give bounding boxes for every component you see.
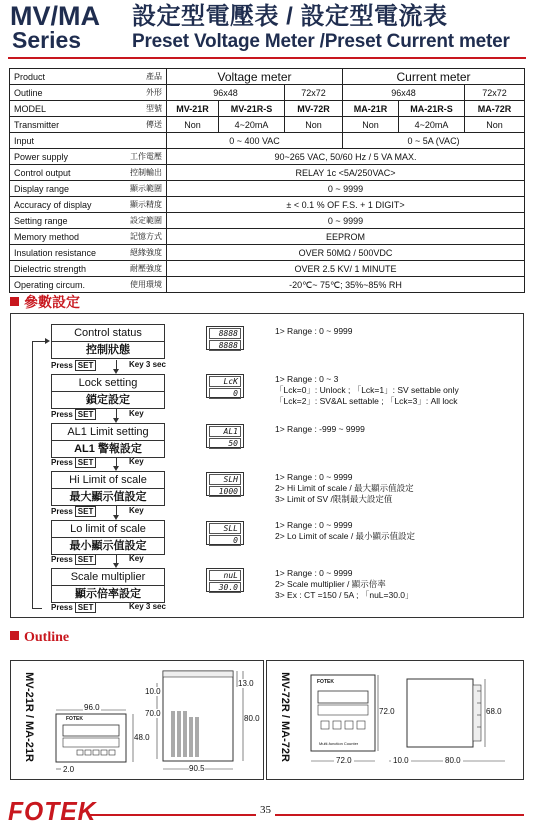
label-en: Power supply: [10, 149, 107, 165]
cell: ± < 0.1 % OF F.S. + 1 DIGIT>: [167, 197, 525, 213]
step-label-zh: 顯示倍率設定: [75, 588, 141, 600]
label-zh: 工作電壓: [107, 149, 167, 165]
label-zh: 使用環境: [107, 277, 167, 293]
label-zh: 顯示精度: [107, 197, 167, 213]
side-terminal: [183, 711, 187, 757]
press-text: Press: [51, 361, 73, 370]
display-top: AL1: [209, 426, 241, 437]
press-text: Press: [51, 507, 73, 516]
key-text: Key 3 sec: [129, 602, 166, 611]
side-body: [407, 679, 473, 747]
cell: 72x72: [285, 85, 343, 101]
row-spec: [10, 245, 525, 261]
press-instruction: [51, 457, 98, 468]
step-label-en: Control status: [52, 325, 164, 342]
label-en: Display range: [10, 181, 107, 197]
series-line-1: MV/MA: [10, 1, 100, 31]
cell: MV-21R: [167, 101, 219, 117]
desc-line: 1> Range : 0 ~ 9999: [275, 472, 353, 482]
cell: MA-72R: [465, 101, 525, 117]
label-en: Input: [10, 133, 167, 149]
row-spec: [10, 149, 525, 165]
dim-label: 10.0: [145, 687, 161, 696]
dim-label: 96.0: [84, 703, 100, 712]
press-instruction: [51, 506, 98, 517]
step-label-zh: 最小顯示值設定: [69, 540, 147, 552]
section-title-text: 參數設定: [24, 296, 80, 311]
step-label-en: Scale multiplier: [52, 569, 164, 586]
desc-line: 1> Range : -999 ~ 9999: [275, 424, 365, 434]
display-bottom: 30.0: [209, 582, 241, 593]
display-bottom: 50: [209, 438, 241, 449]
key-text: Key: [129, 554, 144, 563]
page-number: 35: [256, 804, 275, 816]
press-text: Press: [51, 458, 73, 467]
cell: 0 ~ 5A (VAC): [343, 133, 525, 149]
desc-line: 1> Range : 0 ~ 9999: [275, 326, 353, 336]
series-title: [10, 1, 120, 53]
label-en: Dielectric strength: [10, 261, 107, 277]
device-logo: FOTEK: [66, 716, 83, 722]
outline-drawing-mv72r: [266, 660, 524, 780]
bullet-square: [10, 631, 19, 640]
display-top: SLH: [209, 474, 241, 485]
section-title-params: [10, 292, 80, 312]
cell: 0 ~ 400 VAC: [167, 133, 343, 149]
label-en: MODEL: [10, 101, 107, 117]
step-label-zh: 鎖定設定: [86, 394, 130, 406]
display-bottom: 8888: [209, 340, 241, 351]
desc-sll: [275, 520, 415, 542]
cell: Non: [343, 117, 399, 133]
display-control-status: [206, 326, 244, 350]
display-slh: [206, 472, 244, 496]
cell: 0 ~ 9999: [167, 181, 525, 197]
label-en: Outline: [10, 85, 107, 101]
key-text: Key 3 sec: [129, 360, 166, 369]
display-bottom: 0: [209, 535, 241, 546]
desc-line: 「Lck=2」: SV&AL settable ; 「Lck=3」: All lock: [275, 396, 458, 406]
loop-arrow: [45, 338, 50, 344]
cell: OVER 2.5 KV/ 1 MINUTE: [167, 261, 525, 277]
display-top: 8888: [209, 328, 241, 339]
cell: MV-72R: [285, 101, 343, 117]
step-label-zh: 最大顯示值設定: [69, 491, 147, 503]
set-key-icon: SET: [75, 409, 97, 420]
step-lock-setting: [51, 374, 165, 409]
cell: MA-21R: [343, 101, 399, 117]
dim-label: 90.5: [189, 764, 205, 773]
label-zh: 傳送: [107, 117, 167, 133]
dim-label: 70.0: [145, 709, 161, 718]
display-bottom: 0: [209, 388, 241, 399]
press-instruction: [51, 360, 98, 371]
press-instruction: [51, 409, 98, 420]
cell: RELAY 1c <5A/250VAC>: [167, 165, 525, 181]
row-model: [10, 101, 525, 117]
desc-line: 1> Range : 0 ~ 3: [275, 374, 339, 384]
side-terminals: [473, 685, 481, 741]
label-zh: 外形: [107, 85, 167, 101]
device-caption: Multi-function Counter: [319, 741, 359, 746]
press-text: Press: [51, 410, 73, 419]
desc-al1: [275, 424, 365, 435]
cell: Non: [285, 117, 343, 133]
desc-line: 2> Lo Limit of scale / 最小顯示值設定: [275, 531, 416, 541]
row-spec: [10, 277, 525, 293]
header-divider: [8, 57, 526, 59]
row-spec: [10, 197, 525, 213]
cell: 96x48: [167, 85, 285, 101]
step-scale-multiplier: [51, 568, 165, 603]
label-en: Insulation resistance: [10, 245, 107, 261]
outline-drawing-mv21r: [10, 660, 264, 780]
step-label-en: Hi Limit of scale: [52, 472, 164, 489]
press-text: Press: [51, 603, 73, 612]
page-header: [8, 1, 526, 56]
desc-line: 2> Scale multiplier / 顯示倍率: [275, 579, 386, 589]
dim-label: 80.0: [445, 756, 461, 765]
label-en: Accuracy of display: [10, 197, 107, 213]
key-text: Key: [129, 457, 144, 466]
cell: EEPROM: [167, 229, 525, 245]
side-terminal: [195, 717, 199, 757]
display-bottom: 1000: [209, 486, 241, 497]
loop-line: [32, 341, 33, 608]
cell: 90~265 VAC, 50/60 Hz / 5 VA MAX.: [167, 149, 525, 165]
label-zh: 產品: [107, 69, 167, 85]
step-label-zh: AL1 警報設定: [74, 443, 142, 455]
section-title-outline: [10, 630, 69, 646]
row-outline: [10, 85, 525, 101]
footer-divider: [90, 814, 524, 816]
display-lock: [206, 374, 244, 398]
step-lo-limit: [51, 520, 165, 555]
desc-line: 3> Ex : CT =150 / 5A ; 「nuL=30.0」: [275, 590, 414, 600]
device-logo: FOTEK: [317, 679, 334, 685]
row-spec: [10, 261, 525, 277]
desc-line: 「Lck=0」: Unlock ; 「Lck=1」: SV settable only: [275, 385, 459, 395]
dim-label: 48.0: [134, 733, 150, 742]
display-nul: [206, 568, 244, 592]
cell: 96x48: [343, 85, 465, 101]
label-zh: 絕緣強度: [107, 245, 167, 261]
step-label-en: Lo limit of scale: [52, 521, 164, 538]
key-text: Key: [129, 409, 144, 418]
desc-slh: [275, 472, 414, 505]
side-top: [163, 671, 233, 677]
desc-line: 1> Range : 0 ~ 9999: [275, 568, 353, 578]
step-label-en: AL1 Limit setting: [52, 424, 164, 441]
series-line-2: Series: [12, 27, 82, 53]
cell: MV-21R-S: [219, 101, 285, 117]
press-instruction: [51, 602, 98, 613]
row-spec: [10, 213, 525, 229]
dim-label: 80.0: [244, 714, 260, 723]
side-terminal: [177, 711, 181, 757]
desc-nul: [275, 568, 414, 601]
label-zh: 記憶方式: [107, 229, 167, 245]
row-transmitter: [10, 117, 525, 133]
desc-control-status: [275, 326, 353, 337]
row-spec: [10, 229, 525, 245]
cell: -20℃~ 75℃; 35%~85% RH: [167, 277, 525, 293]
step-hi-limit: [51, 471, 165, 506]
side-terminal: [189, 717, 193, 757]
dim-label: 72.0: [379, 707, 395, 716]
label-en: Transmitter: [10, 117, 107, 133]
fotek-logo: FOTEK: [8, 796, 97, 826]
front-panel: [311, 675, 375, 751]
step-label-en: Lock setting: [52, 375, 164, 392]
model-label-72r: MV-72R / MA-72R: [279, 672, 291, 762]
cell: 4~20mA: [219, 117, 285, 133]
label-en: Setting range: [10, 213, 107, 229]
section-title-text: Outline: [24, 630, 70, 645]
display-top: LcK: [209, 376, 241, 387]
press-text: Press: [51, 555, 73, 564]
label-zh: 耐壓強度: [107, 261, 167, 277]
desc-lock: [275, 374, 459, 407]
outline-svg-21r: [11, 661, 265, 781]
title-chinese: 設定型電壓表 / 設定型電流表: [132, 3, 448, 30]
row-input: [10, 133, 525, 149]
step-al1-limit: [51, 423, 165, 458]
label-en: Control output: [10, 165, 107, 181]
spec-table: [9, 68, 525, 293]
set-key-icon: SET: [75, 506, 97, 517]
label-en: Memory method: [10, 229, 107, 245]
cell: Non: [167, 117, 219, 133]
row-product: [10, 69, 525, 85]
cell: OVER 50MΩ / 500VDC: [167, 245, 525, 261]
dim-label: 72.0: [336, 756, 352, 765]
display-al1: [206, 424, 244, 448]
label-zh: 顯示範圍: [107, 181, 167, 197]
set-key-icon: SET: [75, 602, 97, 613]
label-zh: 控制輸出: [107, 165, 167, 181]
set-key-icon: SET: [75, 360, 97, 371]
loop-line-bottom: [32, 608, 42, 609]
press-instruction: [51, 554, 98, 565]
cell: MA-21R-S: [399, 101, 465, 117]
model-label-21r: MV-21R / MA-21R: [23, 672, 35, 762]
loop-line-top: [32, 341, 45, 342]
set-key-icon: SET: [75, 457, 97, 468]
title-english: Preset Voltage Meter /Preset Current meter: [132, 31, 510, 52]
desc-line: 1> Range : 0 ~ 9999: [275, 520, 353, 530]
label-zh: 設定範圍: [107, 213, 167, 229]
display-top: nuL: [209, 570, 241, 581]
step-label-zh: 控制狀態: [86, 344, 130, 356]
current-meter-header: Current meter: [343, 69, 525, 85]
dim-label: 10.0: [393, 756, 409, 765]
label-zh: 型號: [107, 101, 167, 117]
dim-label: 13.0: [238, 679, 254, 688]
desc-line: 2> Hi Limit of scale / 最大顯示值設定: [275, 483, 414, 493]
step-control-status: [51, 324, 165, 359]
voltage-meter-header: Voltage meter: [167, 69, 343, 85]
cell: 4~20mA: [399, 117, 465, 133]
side-terminal: [171, 711, 175, 757]
dim-label: 2.0: [63, 765, 75, 774]
bullet-square: [10, 297, 19, 306]
settings-panel: [10, 313, 524, 618]
cell: 72x72: [465, 85, 525, 101]
display-sll: [206, 521, 244, 545]
dim-label: 68.0: [486, 707, 502, 716]
set-key-icon: SET: [75, 554, 97, 565]
cell: Non: [465, 117, 525, 133]
label-en: Operating circum.: [10, 277, 107, 293]
display-top: SLL: [209, 523, 241, 534]
row-spec: [10, 181, 525, 197]
cell: 0 ~ 9999: [167, 213, 525, 229]
label-en: Product: [10, 69, 107, 85]
desc-line: 3> Limit of SV /限制最大設定值: [275, 494, 393, 504]
key-text: Key: [129, 506, 144, 515]
row-spec: [10, 165, 525, 181]
